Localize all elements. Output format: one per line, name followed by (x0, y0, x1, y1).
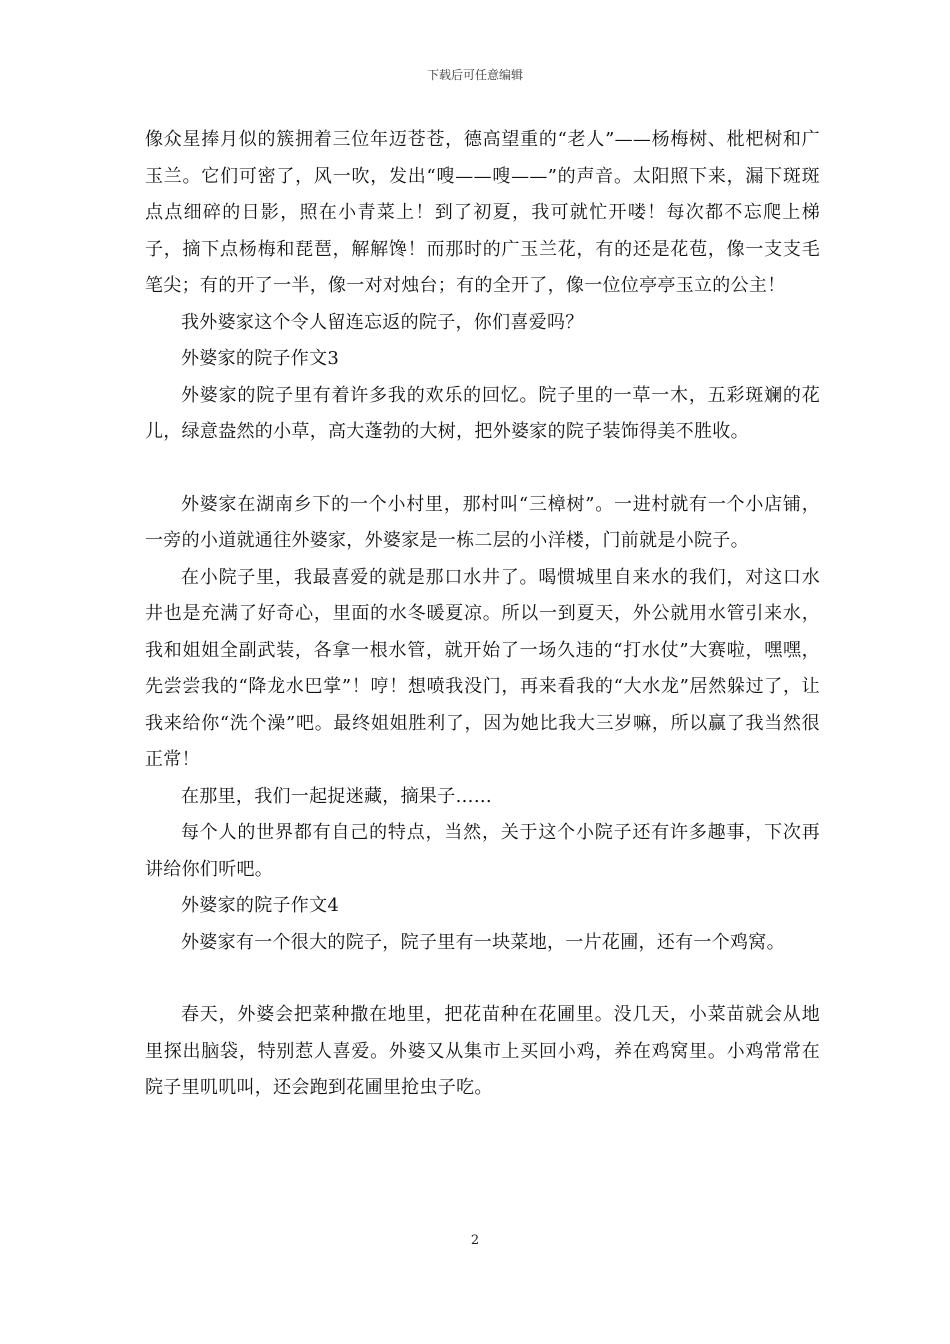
paragraph-question: 我外婆家这个令人留连忘返的院子，你们喜爱吗？ (181, 311, 584, 333)
paragraph-essay-3-intro: 外婆家的院子里有着许多我的欢乐的回忆。院子里的一草一木，五彩斑斓的花儿，绿意盎然的小草，高大蓬勃的大树，把外婆家的院子装饰得美不胜收。 (145, 384, 820, 442)
paragraph-essay-3-ending: 每个人的世界都有自己的特点，当然，关于这个小院子还有许多趣事，下次再讲给你们听吧。 (145, 822, 820, 880)
paragraph-essay-3-games: 在那里，我们一起捉迷藏，摘果子…… (181, 785, 493, 807)
page-number: 2 (470, 1233, 480, 1248)
section-heading-essay-3: 外婆家的院子作文3 (181, 348, 340, 369)
page-header-note: 下载后可任意编辑 (426, 68, 523, 82)
paragraph-essay-4-spring: 春天，外婆会把菜种撒在地里，把花苗种在花圃里。没几天，小菜苗就会从地里探出脑袋，特别惹人喜爱。外婆又从集市上买回小鸡，养在鸡窝里。小鸡常常在院子里叽叽叫，还会跑到花圃里抢虫子吃。 (145, 1004, 820, 1098)
paragraph-essay-3-well: 在小院子里，我最喜爱的就是那口水井了。喝惯城里自来水的我们，对这口水井也是充满了好奇心，里面的水冬暖夏凉。所以一到夏天，外公就用水管引来水，我和姐姐全副武装，各拿一根水管，就开始了一场久违的“打水仗”大赛啦，嘿嘿，先尝尝我的“降龙水巴掌”！哼！想喷我没门，再来看我的“大水龙”居然躲过了，让我来给你“洗个澡”吧。最终姐姐胜利了，因为她比我大三岁嘛，所以赢了我当然很正常！ (145, 566, 820, 770)
paragraph-continued: 像众星捧月似的簇拥着三位年迈苍苍，德高望重的“老人”——杨梅树、枇杷树和广玉兰。它们可密了，风一吹，发出“嗖——嗖——”的声音。太阳照下来，漏下斑斑点点细碎的日影，照在小青菜上！到了初夏，我可就忙开喽！每次都不忘爬上梯子，摘下点杨梅和琵琶，解解馋！而那时的广玉兰花，有的还是花苞，像一支支毛笔尖；有的开了一半，像一对对烛台；有的全开了，像一位位亭亭玉立的公主！ (145, 129, 820, 296)
paragraph-essay-4-intro: 外婆家有一个很大的院子，院子里有一块菜地，一片花圃，还有一个鸡窝。 (181, 931, 785, 953)
paragraph-essay-3-village: 外婆家在湖南乡下的一个小村里，那村叫“三樟树”。一进村就有一个小店铺，一旁的小道就通往外婆家，外婆家是一栋二层的小洋楼，门前就是小院子。 (145, 493, 820, 551)
document-body (145, 122, 820, 1107)
section-heading-essay-4: 外婆家的院子作文4 (181, 895, 340, 916)
